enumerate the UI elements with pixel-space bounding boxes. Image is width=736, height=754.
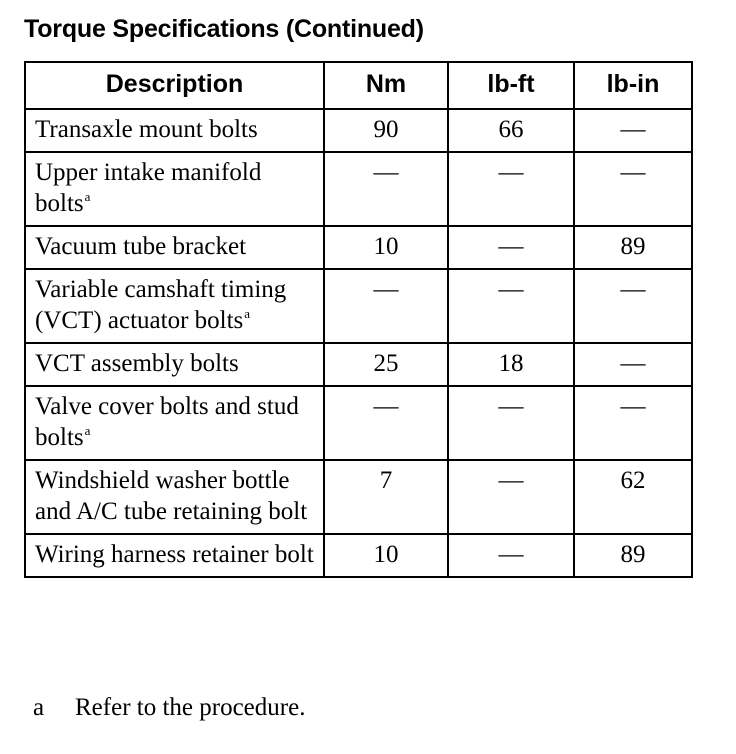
lb-ft-cell: — [448,534,574,577]
lb-in-cell: — [574,269,692,343]
lb-ft-cell: — [448,460,574,534]
lb-ft-cell: 18 [448,343,574,386]
footnote-marker: a [84,189,91,204]
nm-cell: 10 [324,226,448,269]
description-cell [25,343,324,386]
table-row [25,343,692,386]
page-title: Torque Specifications (Continued) [24,15,424,43]
torque-spec-table [24,61,693,578]
footnote-marker: a [33,694,45,721]
lb-in-cell: 62 [574,460,692,534]
header-row [25,62,692,109]
description-cell [25,534,324,577]
table-row [25,269,692,343]
lb-in-cell: 89 [574,534,692,577]
description-text: Valve cover bolts and stud bolts [35,393,299,451]
lb-ft-cell: — [448,226,574,269]
nm-cell: 7 [324,460,448,534]
column-header-nm: Nm [324,62,448,109]
column-header-lb-ft: lb-ft [448,62,574,109]
description-text: Upper intake manifold bolts [35,159,262,217]
description-cell [25,460,324,534]
description-text: VCT assembly bolts [35,350,239,377]
lb-in-cell: — [574,343,692,386]
footnote-marker: a [244,306,251,321]
footnote-text: Refer to the procedure. [75,694,306,721]
table-row [25,386,692,460]
nm-cell: — [324,269,448,343]
description-cell [25,226,324,269]
table-row [25,460,692,534]
column-header-lb-in: lb-in [574,62,692,109]
description-text: Transaxle mount bolts [35,116,258,143]
table-row [25,152,692,226]
footnote [33,692,305,724]
lb-in-cell: — [574,152,692,226]
nm-cell: 10 [324,534,448,577]
description-cell [25,386,324,460]
nm-cell: — [324,386,448,460]
lb-ft-cell: — [448,152,574,226]
description-cell [25,269,324,343]
footnote-marker: a [84,423,91,438]
column-header-description: Description [25,62,324,109]
table-row [25,226,692,269]
lb-in-cell: — [574,109,692,152]
lb-in-cell: — [574,386,692,460]
table-row [25,109,692,152]
lb-in-cell: 89 [574,226,692,269]
table-row [25,534,692,577]
lb-ft-cell: 66 [448,109,574,152]
lb-ft-cell: — [448,269,574,343]
description-cell [25,152,324,226]
nm-cell: — [324,152,448,226]
description-text: Vacuum tube bracket [35,233,247,260]
description-cell [25,109,324,152]
nm-cell: 90 [324,109,448,152]
description-text: Wiring harness retainer bolt [35,541,314,568]
lb-ft-cell: — [448,386,574,460]
description-text: Variable camshaft timing (VCT) actuator bolts [35,276,287,334]
description-text: Windshield washer bottle and A/C tube retaining bolt [35,467,308,525]
nm-cell: 25 [324,343,448,386]
